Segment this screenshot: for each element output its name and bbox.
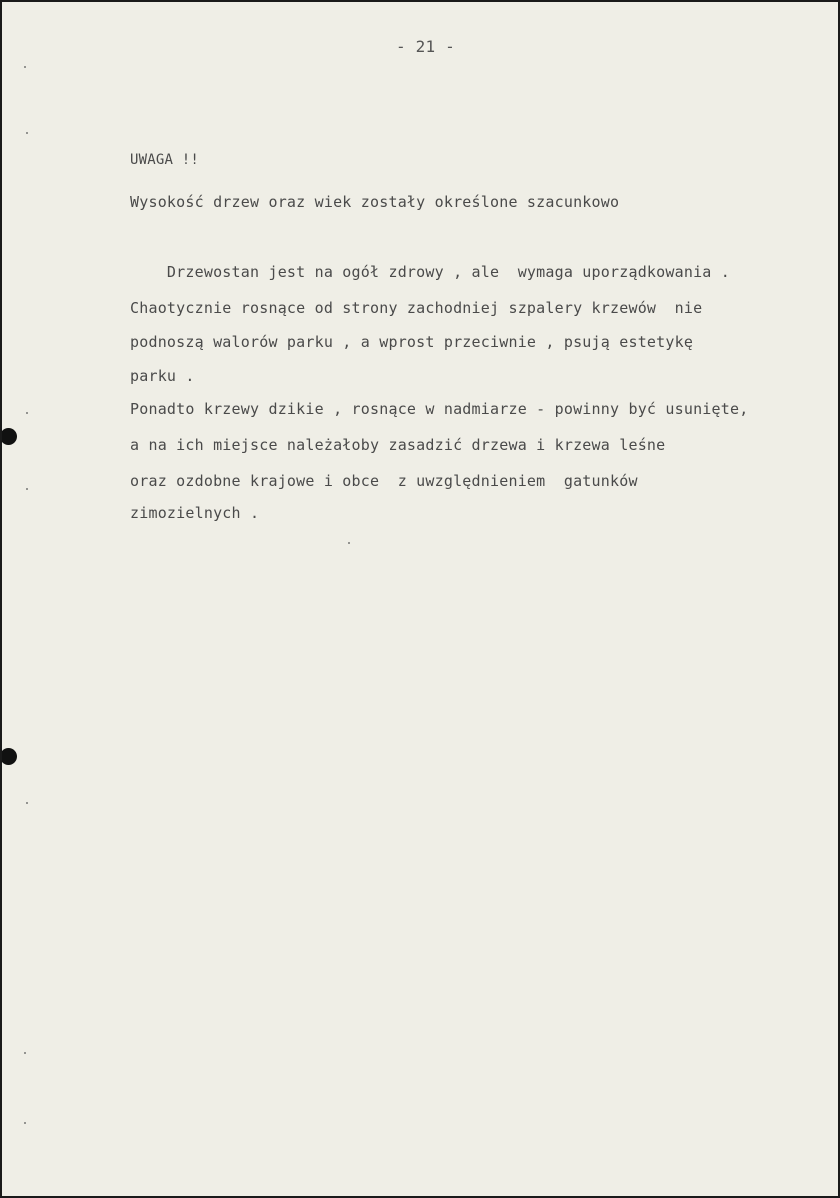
- paragraph-line: Drzewostan jest na ogół zdrowy , ale wymaga uporządkowania .: [130, 263, 730, 281]
- paragraph-line: a na ich miejsce należałoby zasadzić drzewa i krzewa leśne: [130, 436, 666, 454]
- punch-hole: [2, 748, 17, 765]
- page-number: - 21 -: [396, 37, 455, 56]
- paper-speck: [26, 488, 28, 490]
- paper-speck: [24, 1052, 26, 1054]
- estimation-note: Wysokość drzew oraz wiek zostały określone szacunkowo: [130, 193, 620, 211]
- paper-speck: [26, 412, 28, 414]
- paper-speck: [24, 66, 26, 68]
- paper-speck: [26, 802, 28, 804]
- paper-speck: [26, 132, 28, 134]
- document-page: [2, 2, 838, 1196]
- paragraph-line: podnoszą walorów parku , a wprost przeciwnie , psują estetykę: [130, 333, 694, 351]
- punch-hole: [2, 428, 17, 445]
- paragraph-line: Chaotycznie rosnące od strony zachodniej szpalery krzewów nie: [130, 299, 703, 317]
- paragraph-line: oraz ozdobne krajowe i obce z uwzględnieniem gatunków: [130, 472, 638, 490]
- paper-speck: [24, 1122, 26, 1124]
- heading-note: UWAGA !!: [130, 152, 200, 168]
- paragraph-line: zimozielnych .: [130, 504, 260, 522]
- paragraph-line: parku .: [130, 367, 195, 385]
- paper-speck: [348, 542, 350, 544]
- paragraph-line: Ponadto krzewy dzikie , rosnące w nadmiarze - powinny być usunięte,: [130, 400, 749, 418]
